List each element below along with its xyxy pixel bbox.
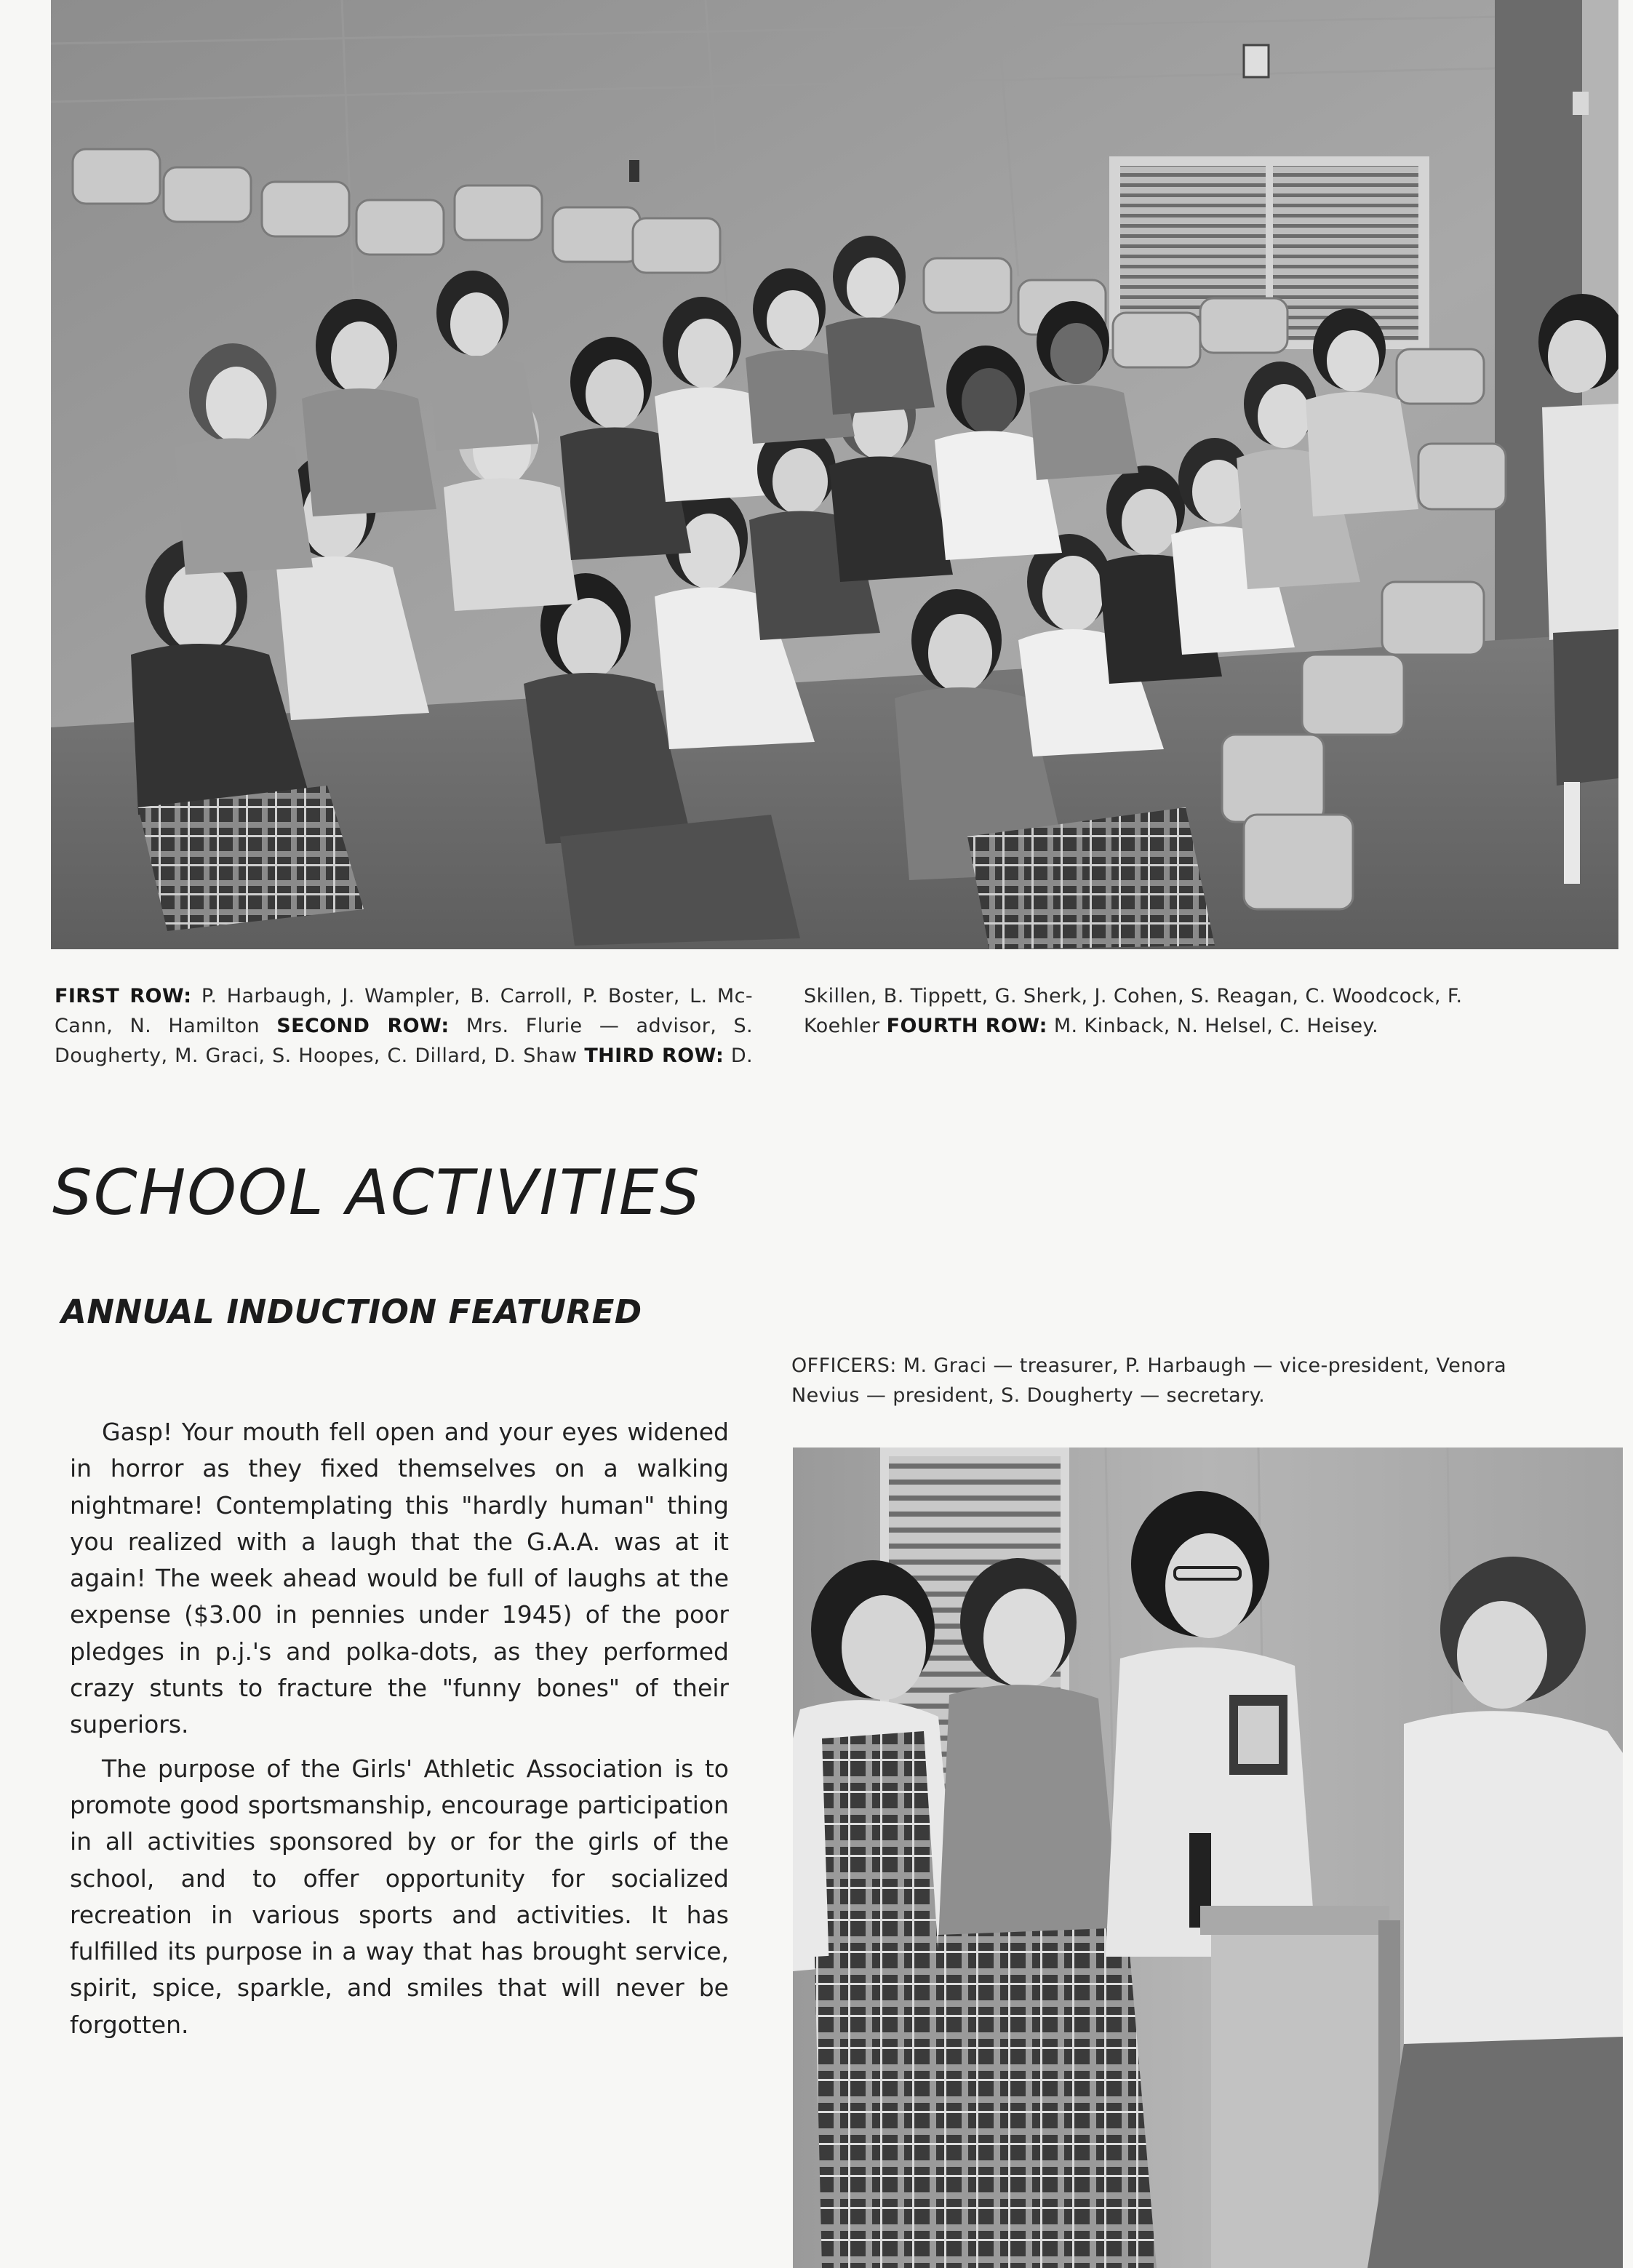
officers-photo xyxy=(793,1448,1623,2268)
fourth-row-label: FOURTH ROW: xyxy=(886,1015,1047,1037)
second-row-label: SECOND ROW: xyxy=(276,1015,450,1037)
third-row-label: THIRD ROW: xyxy=(584,1045,724,1067)
section-heading: ANNUAL INDUCTION FEATURED xyxy=(61,1293,642,1331)
third-row-names-start: D. xyxy=(730,1045,753,1067)
group-caption-left-column xyxy=(55,981,753,1071)
page-title: SCHOOL ACTIVITIES xyxy=(52,1157,701,1229)
first-row-label: FIRST ROW: xyxy=(55,985,192,1007)
officers-caption xyxy=(791,1351,1548,1410)
article-paragraph-1: Gasp! Your mouth fell open and your eyes widened in horror as they fixed themselves on a walking nightmare! Contemplating this "hardly human" thing you realized with a laugh that the G.A.A. was at it again! The week ahead would be full of laughs at the expense ($3.00 in pennies under 1945) of the poor pledges in p.j.'s and polka-dots, as they performed crazy stunts to fracture the "funny bones" of their superiors. xyxy=(70,1418,729,1739)
officers-photo-illustration xyxy=(793,1448,1623,2268)
fourth-row-names: M. Kinback, N. Helsel, C. Heisey. xyxy=(1053,1015,1379,1037)
group-caption-right-column xyxy=(804,981,1495,1041)
group-photo xyxy=(51,0,1618,949)
officers-caption-line-2: Nevius — president, S. Dougherty — secretary. xyxy=(791,1384,1266,1407)
article-body xyxy=(70,1414,729,2051)
first-row-names: P. Harbaugh, J. Wampler, B. Carroll, P. Boster, L. Mc-Cann, N. Hamilton xyxy=(55,985,753,1037)
second-row-names: Mrs. Flurie — advisor, S. Dougherty, M. Graci, S. Hoopes, C. Dillard, D. Shaw xyxy=(55,1015,754,1067)
officers-caption-line-1: OFFICERS: M. Graci — treasurer, P. Harbaugh — vice-president, Venora xyxy=(791,1354,1507,1377)
group-photo-illustration xyxy=(51,0,1618,949)
article-paragraph-2: The purpose of the Girls' Athletic Association is to promote good sportsmanship, encourage participation in all activities sponsored by or for the girls of the school, and to offer opportunity for socialized recreation in various sports and activities. It has fulfilled its purpose in a way that has brought service, spirit, spice, sparkle, and smiles that will never be forgotten. xyxy=(70,1754,729,2039)
third-row-names-end: Skillen, B. Tippett, G. Sherk, J. Cohen, S. Reagan, C. Woodcock, F. Koehler xyxy=(804,985,1463,1037)
